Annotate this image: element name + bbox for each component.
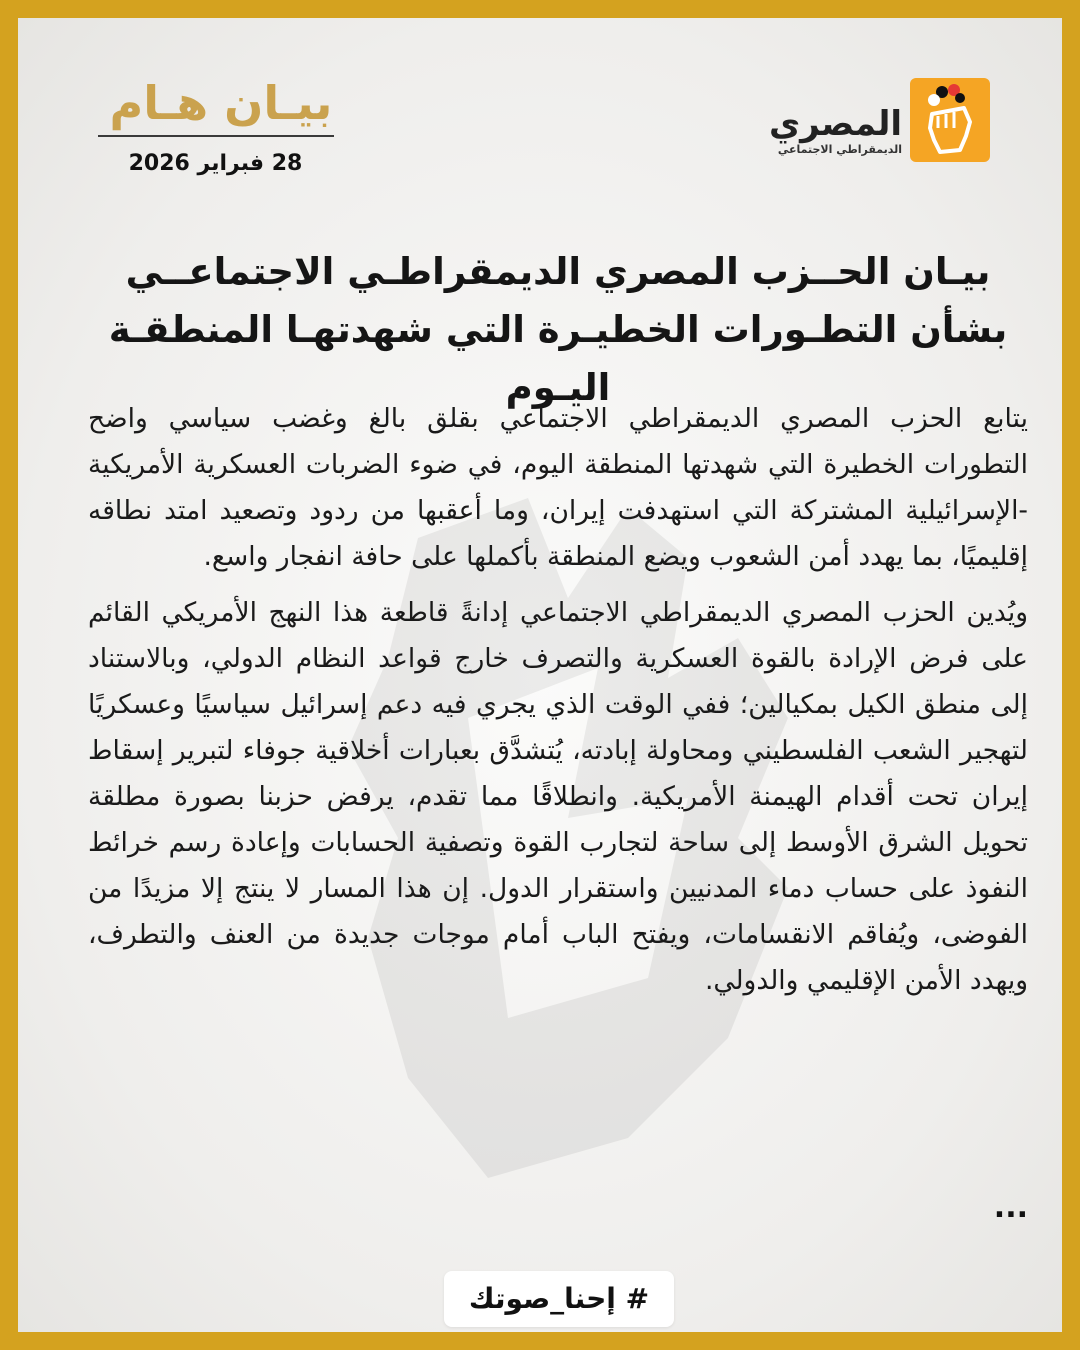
body-paragraph: ويُدين الحزب المصري الديمقراطي الاجتماعي إدانةً قاطعة هذا النهج الأمريكي القائم على فرض الإرادة بالقوة العسكرية والتصرف خارج قواعد النظام الدولي، وبالاستناد إلى منطق الكيل بمكيالين؛ ففي الوقت الذي يجري فيه دعم إسرائيل سياسيًا وعسكريًا لتهجير الشعب الفلسطيني ومحاولة إبادته، يُتشدَّق بعبارات أخلاقية جوفاء لتبرير إسقاط إيران تحت أقدام الهيمنة الأمريكية. وانطلاقًا مما تقدم، يرفض حزبنا بصورة مطلقة تحويل الشرق الأوسط إلى ساحة لتجارب القوة وتصفية الحسابات وإعادة رسم خرائط النفوذ على حساب دماء المدنيين واستقرار الدول. إن هذا المسار لا ينتج إلا مزيدًا من الفوضى، ويُفاقم الانقسامات، ويفتح الباب أمام موجات جديدة من العنف والتطرف، ويهدد الأمن الإقليمي والدولي. <box>88 597 1028 996</box>
continuation-ellipsis: ... <box>993 1190 1028 1225</box>
raised-fist-icon <box>910 78 990 162</box>
logo-badge <box>910 78 990 162</box>
hashtag-badge: # إحنا_صوتك <box>444 1271 674 1327</box>
body-paragraph: يتابع الحزب المصري الديمقراطي الاجتماعي بقلق بالغ وغضب سياسي واضح التطورات الخطيرة التي شهدتها المنطقة اليوم، في ضوء الضربات العسكرية الأمريكية -الإسرائيلية المشتركة التي استهدفت إيران، وما أعقبها من ردود وتصعيد امتد نطاقه إقليميًا، بما يهدد أمن الشعوب ويضع المنطقة بأكملها على حافة انفجار واسع. <box>88 403 1028 572</box>
logo-name: المصري <box>768 104 902 144</box>
statement-label: بيـان هـام <box>109 76 333 130</box>
statement-date: 28 فبراير 2026 <box>128 151 303 176</box>
statement-title: بيـان الحــزب المصري الديمقراطـي الاجتماعــي بشأن التطـورات الخطيـرة التي شهدتهـا المنطقـة اليـوم <box>108 250 1008 409</box>
label-underline <box>98 135 334 137</box>
logo-subtitle: الديمقراطي الاجتماعي <box>777 143 902 156</box>
statement-body <box>88 396 1028 1004</box>
logo-text <box>702 106 902 158</box>
